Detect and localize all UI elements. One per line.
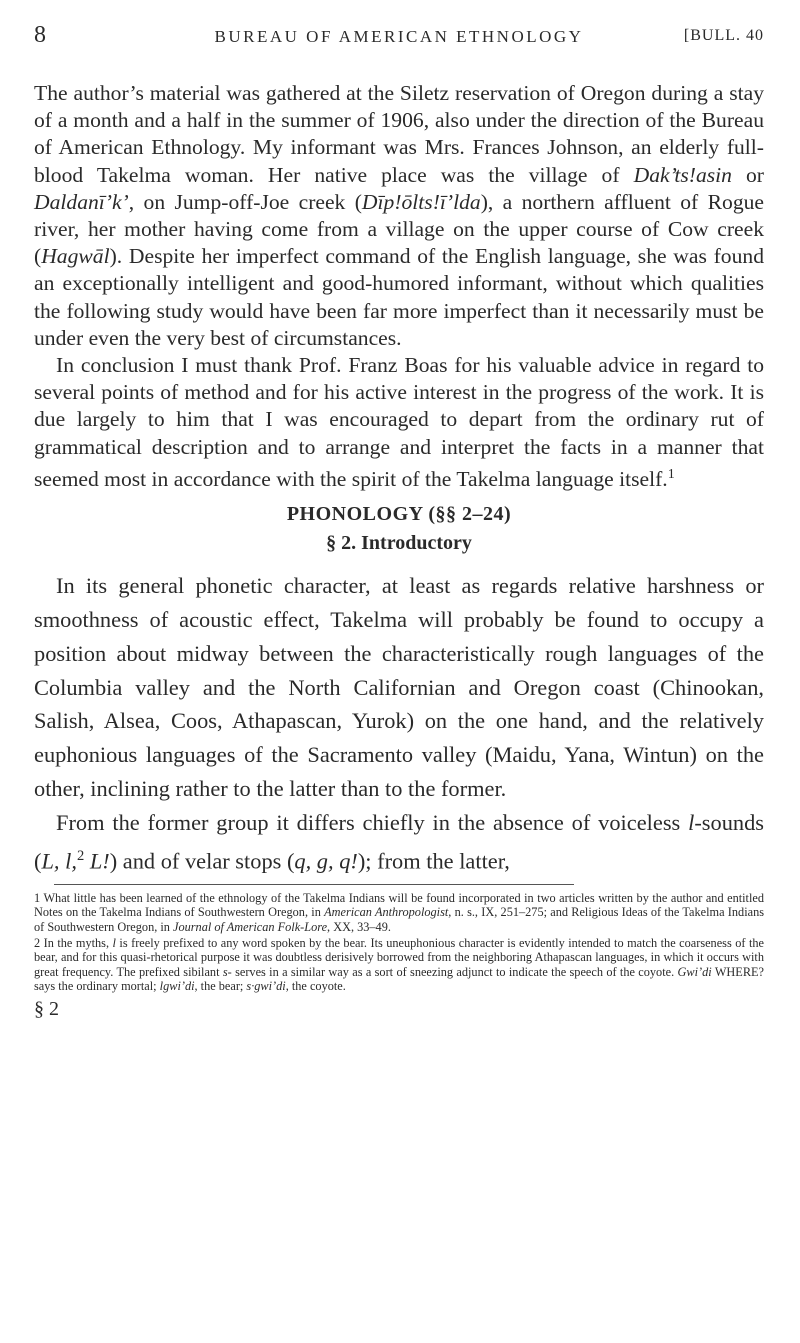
text-run: -sounds (: [34, 809, 764, 874]
text-run: or: [731, 162, 764, 187]
footnote-divider: [54, 884, 574, 885]
bulletin-reference: [BULL. 40: [683, 27, 764, 44]
page-header: [34, 22, 764, 50]
italic-journal-title: American Anthropologist: [324, 905, 449, 920]
italic-sound: l: [112, 935, 116, 950]
section-mark-footer: § 2: [34, 998, 59, 1021]
italic-creek-name: Hagwāl: [41, 244, 110, 269]
text-run: ); from the latter,: [357, 848, 510, 874]
text-run: In its general phonetic character, at least as regards relative harshness or smoothness of acoustic effect, Takelma will probably be found to occupy a position about midway between the characteristically rough languages of the Columbia valley and the North Californian and Oregon coast (Chinookan, Salish, Alsea, Coos, Athapascan, Yurok) on the one hand, and the relatively euphonious languages of the Sacramento valley (Maidu, Yana, Wintun) on the other, inclining rather to the latter than to the former.: [34, 573, 764, 802]
text-run: ) and of velar stops (: [109, 848, 295, 874]
text-run: 2 In the myths,: [34, 935, 113, 950]
footnote-marker: 2: [76, 847, 85, 864]
italic-creek-name: Dīp!ōlts!ī’lda: [361, 189, 481, 214]
italic-sound: s-: [222, 964, 232, 979]
text-run: is freely prefixed to any word spoken by the bear. Its uneuphonious character is evidently intended to match the coarseness of the bear, and for this quasi-rhetorical purpose it was doubtless derisively borrowed from the neighboring Athapascan languages, in which it occurs with great frequency. The prefixed sibilant: [34, 935, 764, 979]
text-run: ), a northern affluent of Rogue river, her mother having come from a village on the upper course of Cow creek (: [34, 189, 764, 269]
footnote-1: [34, 891, 764, 935]
footnote-marker: 1: [667, 465, 675, 482]
text-run: In conclusion I must thank Prof. Franz Boas for his valuable advice in regard to several points of method and for his active interest in the progress of the work. It is due largely to him that I was encouraged to depart from the ordinary rut of grammatical description and to arrange and interpret the facts in a manner that seemed most in accordance with the spirit of the Takelma language itself.: [34, 353, 764, 492]
paragraph-former-group: [34, 806, 764, 878]
italic-sound: l: [688, 809, 695, 835]
text-run: The author’s material was gathered at the Siletz reservation of Oregon during a stay of a month and a half in the summer of 1906, also under the direction of the Bureau of American Ethnology. My informant was Mrs. Frances Johnson, an elderly full-blood Takelma woman. Her native place was the village of: [34, 81, 764, 187]
footnotes: [34, 891, 764, 994]
running-head: BUREAU OF AMERICAN ETHNOLOGY: [214, 27, 584, 46]
italic-word: lgwi’di: [159, 979, 195, 994]
text-run: , the bear;: [194, 979, 247, 994]
text-run: serves in a similar way as a sort of sneezing adjunct to indicate the speech of the coyote.: [231, 964, 678, 979]
text-run: , the coyote.: [285, 979, 346, 994]
footnote-2: [34, 936, 764, 994]
page-body: [34, 80, 764, 1021]
italic-sound: q, g, q!: [294, 848, 358, 874]
chapter-heading: PHONOLOGY (§§ 2–24): [286, 503, 512, 526]
text-run: , n. s., IX, 251–275; and Religious Ideas of the Takelma Indians of Southwestern Oregon, in: [34, 905, 765, 935]
italic-word: s·gwi’di: [246, 979, 286, 994]
text-run: 1 What little has been learned of the ethnology of the Takelma Indians will be found incorporated in two articles written by the author and entitled Notes on the Takelma Indians of Southwestern Oregon, in: [34, 890, 764, 920]
text-run: , on Jump-off-Joe creek (: [128, 189, 362, 214]
italic-word: Gwi’di: [677, 964, 712, 979]
paragraph-author-material: [34, 80, 764, 352]
text-run: WHERE? says the ordinary mortal;: [34, 964, 764, 994]
italic-sound: L!: [84, 848, 110, 874]
italic-village-name: Dak’ts!asin: [633, 162, 732, 187]
page-number: 8: [34, 22, 47, 48]
paragraph-phonetic-character: [34, 569, 764, 806]
text-run: , XX, 33–49.: [327, 920, 391, 935]
section-heading: § 2. Introductory: [326, 532, 472, 555]
text-run: From the former group it differs chiefly in the absence of voiceless: [56, 809, 689, 835]
italic-village-name: Daldanī’k’: [34, 189, 129, 214]
paragraph-acknowledgement: [34, 352, 764, 493]
text-run: ). Despite her imperfect command of the English language, she was found an exceptionally intelligent and good-humored informant, without which qualities the following study would have been far more imperfect than it necessarily must be under even the very best of circumstances.: [34, 244, 764, 350]
italic-journal-title: Journal of American Folk-Lore: [173, 920, 328, 935]
italic-sound: L, l,: [41, 848, 77, 874]
